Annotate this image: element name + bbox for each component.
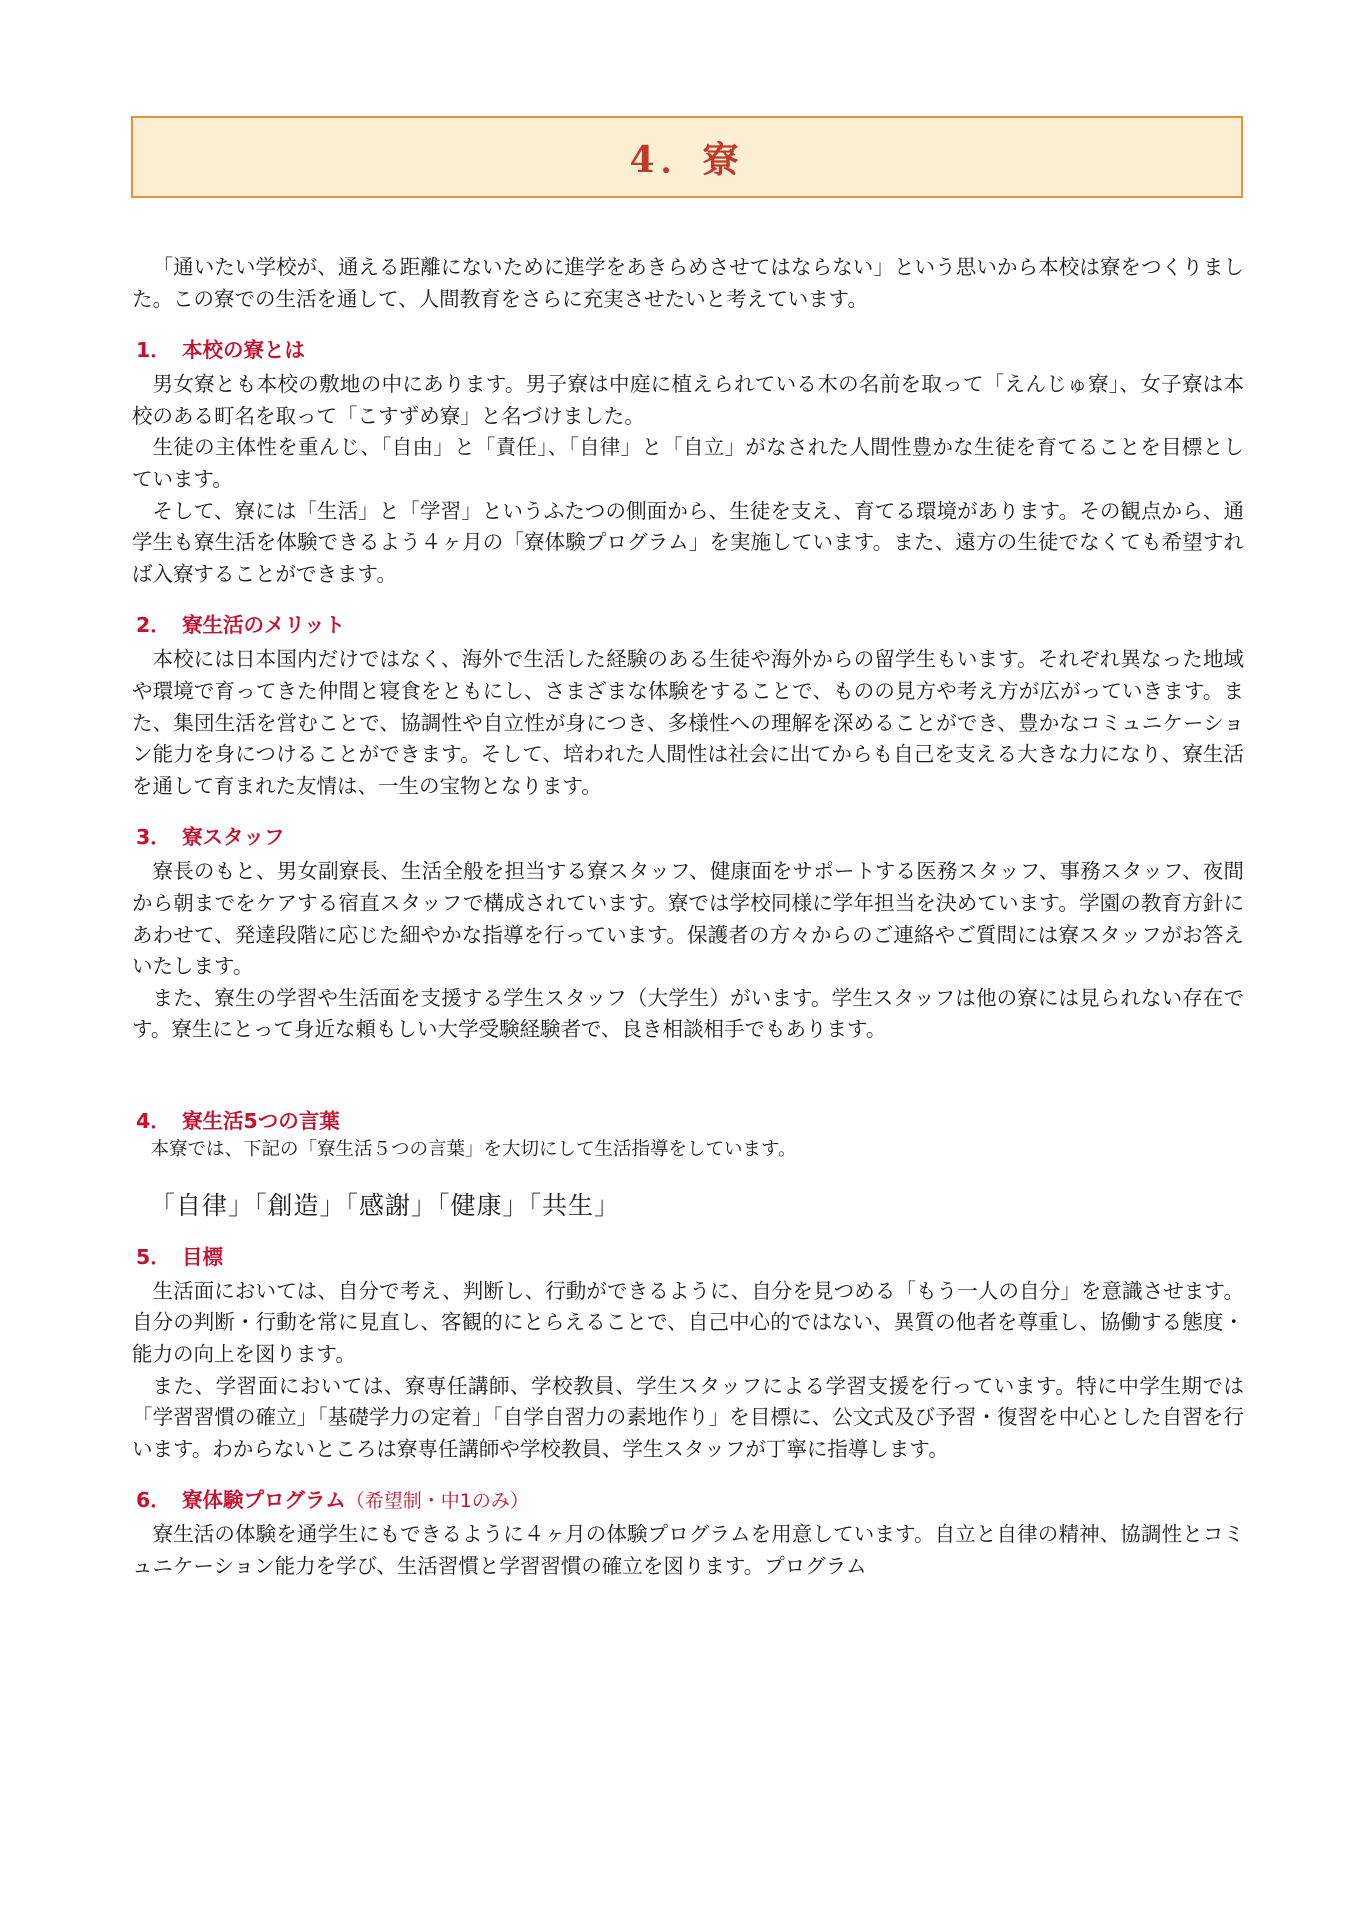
section-1 — [132, 333, 1244, 590]
section-heading: 3． 寮スタッフ — [136, 825, 285, 850]
document-body — [132, 252, 1244, 1601]
section-2 — [132, 608, 1244, 802]
page-title: 4．寮 — [629, 138, 745, 181]
section-note: （希望制・中1のみ） — [345, 1490, 529, 1513]
section-6 — [132, 1483, 1244, 1582]
section-heading: 1． 本校の寮とは — [136, 338, 305, 363]
section-heading: 4． 寮生活5つの言葉 — [136, 1108, 340, 1133]
section-paragraph: そして、寮には「生活」と「学習」というふたつの側面から、生徒を支え、育てる環境があります。その観点から、通学生も寮生活を体験できるよう４ヶ月の「寮体験プログラム」を実施しています。また、遠方の生徒でなくても希望すれば入寮することができます。 — [132, 498, 1244, 586]
section-paragraph: 寮生活の体験を通学生にもできるように４ヶ月の体験プログラムを用意しています。自立と自律の精神、協調性とコミュニケーション能力を学び、生活習慣と学習習慣の確立を図ります。プログラム — [132, 1522, 1244, 1579]
section-paragraph: 生活面においては、自分で考え、判断し、行動ができるように、自分を見つめる「もう一人の自分」を意識させます。自分の判断・行動を常に見直し、客観的にとらえることで、自己中心的ではない、異質の他者を尊重し、協働する態度・能力の向上を図ります。 — [132, 1278, 1244, 1367]
section-3 — [132, 820, 1244, 1046]
section-heading: 5． 目標 — [136, 1244, 223, 1269]
section-paragraph: 男女寮とも本校の敷地の中にあります。男子寮は中庭に植えられている木の名前を取って「えんじゅ寮」、女子寮は本校のある町名を取って「こすずめ寮」と名づけました。 — [132, 372, 1244, 428]
section-paragraph: 生徒の主体性を重んじ、「自由」と「責任」、「自律」と「自立」がなされた人間性豊かな生徒を育てることを目標としています。 — [132, 435, 1244, 491]
section-paragraph: また、学習面においては、寮専任講師、学校教員、学生スタッフによる学習支援を行っています。特に中学生期では「学習習慣の確立」「基礎学力の定着」「自学自習力の素地作り」を目標に、公文式及び予習・復習を中心とした自習を行います。わからないところは寮専任講師や学校教員、学生スタッフが丁寧に指導します。 — [132, 1373, 1244, 1461]
section-paragraph: また、寮生の学習や生活面を支援する学生スタッフ（大学生）がいます。学生スタッフは他の寮には見られない存在です。寮生にとって身近な頼もしい大学受験経験者で、良き相談相手でもあります。 — [132, 985, 1244, 1042]
section-heading: 6． 寮体験プログラム（希望制・中1のみ） — [136, 1488, 529, 1513]
section-paragraph: 本校には日本国内だけではなく、海外で生活した経験のある生徒や海外からの留学生もいます。それぞれ異なった地域や環境で育ってきた仲間と寝食をともにし、さまざまな体験をすることで、ものの見方や考え方が広がっていきます。また、集団生活を営むことで、協調性や自立性が身につき、多様性への理解を深めることができ、豊かなコミュニケーション能力を身につけることができます。そして、培われた人間性は社会に出てからも自己を支える大きな力になり、寮生活を通して育まれた友情は、一生の宝物となります。 — [132, 647, 1244, 798]
five-words: 「自律」「創造」「感謝」「健康」「共生」 — [150, 1190, 621, 1220]
section-intro: 本寮では、下記の「寮生活５つの言葉」を大切にして生活指導をしています。 — [150, 1138, 797, 1160]
title-banner — [131, 116, 1243, 198]
section-5 — [132, 1240, 1244, 1466]
section-heading: 2． 寮生活のメリット — [136, 613, 346, 638]
section-paragraph: 寮長のもと、男女副寮長、生活全般を担当する寮スタッフ、健康面をサポートする医務スタッフ、事務スタッフ、夜間から朝までをケアする宿直スタッフで構成されています。寮では学校同様に学年担当を決めています。学園の教育方針にあわせて、発達段階に応じた細やかな指導を行っています。保護者の方々からのご連絡やご質問には寮スタッフがお答えいたします。 — [132, 859, 1244, 979]
intro-paragraph: 「通いたい学校が、通える距離にないために進学をあきらめさせてはならない」という思いから本校は寮をつくりました。この寮での生活を通して、人間教育をさらに充実させたいと考えています。 — [132, 255, 1244, 311]
section-4 — [132, 1104, 1244, 1222]
